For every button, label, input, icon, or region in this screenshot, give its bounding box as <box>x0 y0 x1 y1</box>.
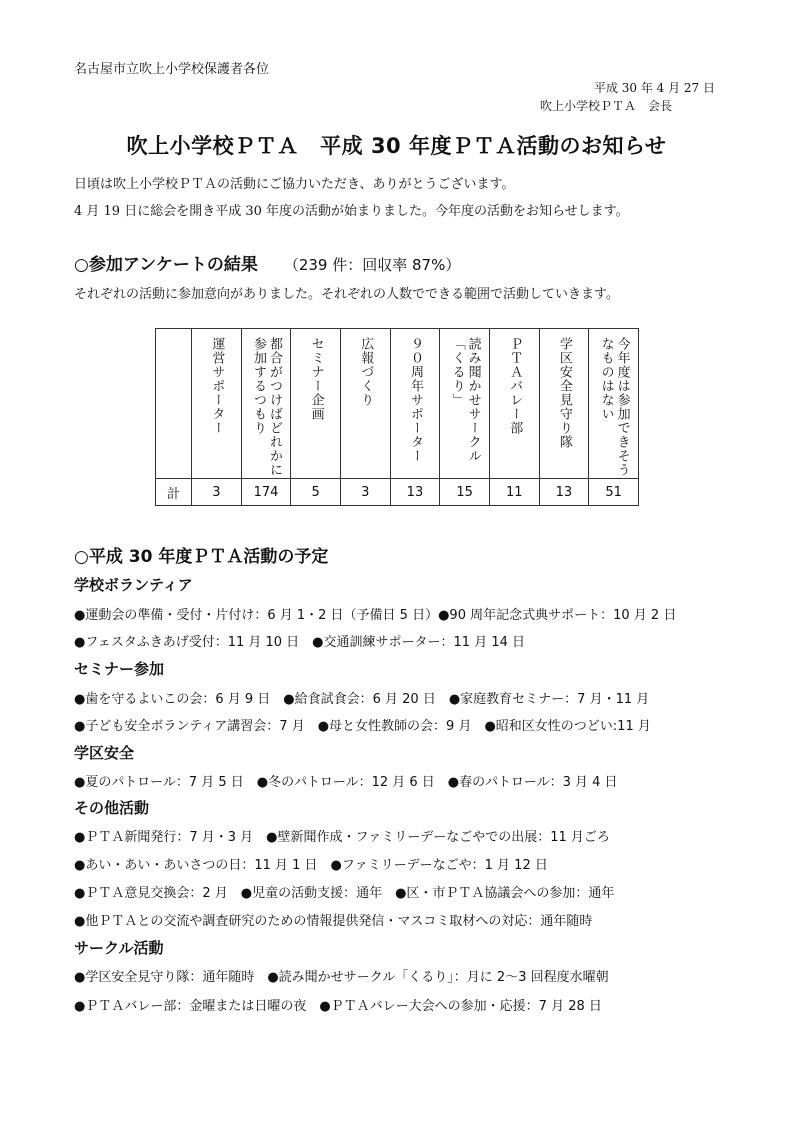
survey-total-cell: 5 <box>291 479 341 506</box>
survey-total-cell: 15 <box>440 479 490 506</box>
intro-line-1: 日頃は吹上小学校ＰＴＡの活動にご協力いただき、ありがとうございます。 <box>74 177 515 192</box>
sender: 吹上小学校ＰＴＡ 会長 <box>539 99 672 113</box>
survey-column-header <box>291 329 341 479</box>
survey-column-label: ＰＴＡバレー部 <box>507 337 523 435</box>
survey-total-cell: 11 <box>489 479 539 506</box>
list-item: ●あい・あい・あいさつの日：11 月 1 日 ●ファミリーデーなごや：1 月 12 日 <box>74 858 548 873</box>
list-item: ●夏のパトロール：7 月 5 日 ●冬のパトロール：12 月 6 日 ●春のパトロール：3 月 4 日 <box>74 775 618 790</box>
section-title-seminar: セミナー参加 <box>74 660 165 678</box>
survey-column-header <box>390 329 440 479</box>
survey-column-header <box>192 329 242 479</box>
page-title: 吹上小学校ＰＴＡ 平成 30 年度ＰＴＡ活動のお知らせ <box>126 134 667 158</box>
survey-total-cell: 13 <box>390 479 440 506</box>
survey-total-cell: 174 <box>241 479 291 506</box>
list-item: ●子ども安全ボランティア講習会：7 月 ●母と女性教師の会：9 月 ●昭和区女性のつどい:11 月 <box>74 719 651 734</box>
survey-subheading: （239 件：回収率 87%） <box>283 256 461 274</box>
survey-total-row <box>156 479 639 506</box>
survey-heading-text: ○参加アンケートの結果 <box>74 255 258 275</box>
survey-total-cell: 3 <box>340 479 390 506</box>
survey-column-label: ９０周年サポーター <box>407 337 423 463</box>
list-item: ●ＰＴＡバレー部：金曜または日曜の夜 ●ＰＴＡバレー大会への参加・応援：7 月 28 日 <box>74 999 602 1014</box>
survey-heading <box>74 250 460 275</box>
list-item: ●フェスタふきあげ受付：11 月 10 日 ●交通訓練サポーター：11 月 14 日 <box>74 635 525 650</box>
survey-column-header <box>340 329 390 479</box>
list-item: ●ＰＴＡ新聞発行：7 月・3 月 ●壁新聞作成・ファミリーデーなごやでの出展：11 月ごろ <box>74 830 610 845</box>
survey-column-label: 学区安全見守り隊 <box>556 337 572 449</box>
survey-table <box>155 328 639 506</box>
survey-column-label: 読み聞かせサークル「くるり」 <box>449 337 481 463</box>
survey-total-cell: 51 <box>589 479 639 506</box>
addressee: 名古屋市立吹上小学校保護者各位 <box>74 62 270 77</box>
survey-total-label: 計 <box>156 479 192 506</box>
survey-column-header <box>539 329 589 479</box>
survey-column-label: 都合がつけばどれかに参加するつもり <box>250 337 282 477</box>
list-item: ●学区安全見守り隊：通年随時 ●読み聞かせサークル「くるり」：月に 2〜3 回程度水曜朝 <box>74 970 609 985</box>
section-title-circle-activities: サークル活動 <box>74 939 164 957</box>
section-title-school-district-safety: 学区安全 <box>74 744 135 762</box>
survey-header-row <box>156 329 639 479</box>
list-item: ●他ＰＴＡとの交流や調査研究のための情報提供発信・マスコミ取材への対応：通年随時 <box>74 914 593 929</box>
list-item: ●ＰＴＡ意見交換会：2 月 ●児童の活動支援：通年 ●区・市ＰＴＡ協議会への参加：通年 <box>74 886 615 901</box>
survey-column-header <box>440 329 490 479</box>
date: 平成 30 年 4 月 27 日 <box>593 81 715 95</box>
survey-column-header <box>489 329 539 479</box>
survey-column-header <box>241 329 291 479</box>
survey-column-label: セミナー企画 <box>308 337 324 421</box>
survey-description: それぞれの活動に参加意向がありました。それぞれの人数でできる範囲で活動していきます。 <box>74 287 619 302</box>
list-item: ●歯を守るよいこの会：6 月 9 日 ●給食試食会：6 月 20 日 ●家庭教育セミナー：7 月・11 月 <box>74 692 650 707</box>
section-title-other-activities: その他活動 <box>74 799 150 817</box>
survey-corner-cell <box>156 329 192 479</box>
survey-column-label: 広報づくり <box>358 337 374 407</box>
survey-total-cell: 13 <box>539 479 589 506</box>
plan-heading: ○平成 30 年度ＰＴＡ活動の予定 <box>74 547 329 567</box>
list-item: ●運動会の準備・受付・片付け：6 月 1・2 日（予備日 5 日）●90 周年記念式典サポート：10 月 2 日 <box>74 608 677 623</box>
survey-column-label: 今年度は参加できそうなものはない <box>598 337 630 477</box>
survey-total-cell: 3 <box>192 479 242 506</box>
survey-column-label: 運営サポーター <box>209 337 225 435</box>
section-title-school-volunteer: 学校ボランティア <box>74 576 193 594</box>
survey-column-header <box>589 329 639 479</box>
intro-line-2: 4 月 19 日に総会を開き平成 30 年度の活動が始まりました。今年度の活動をお知らせします。 <box>74 204 629 219</box>
